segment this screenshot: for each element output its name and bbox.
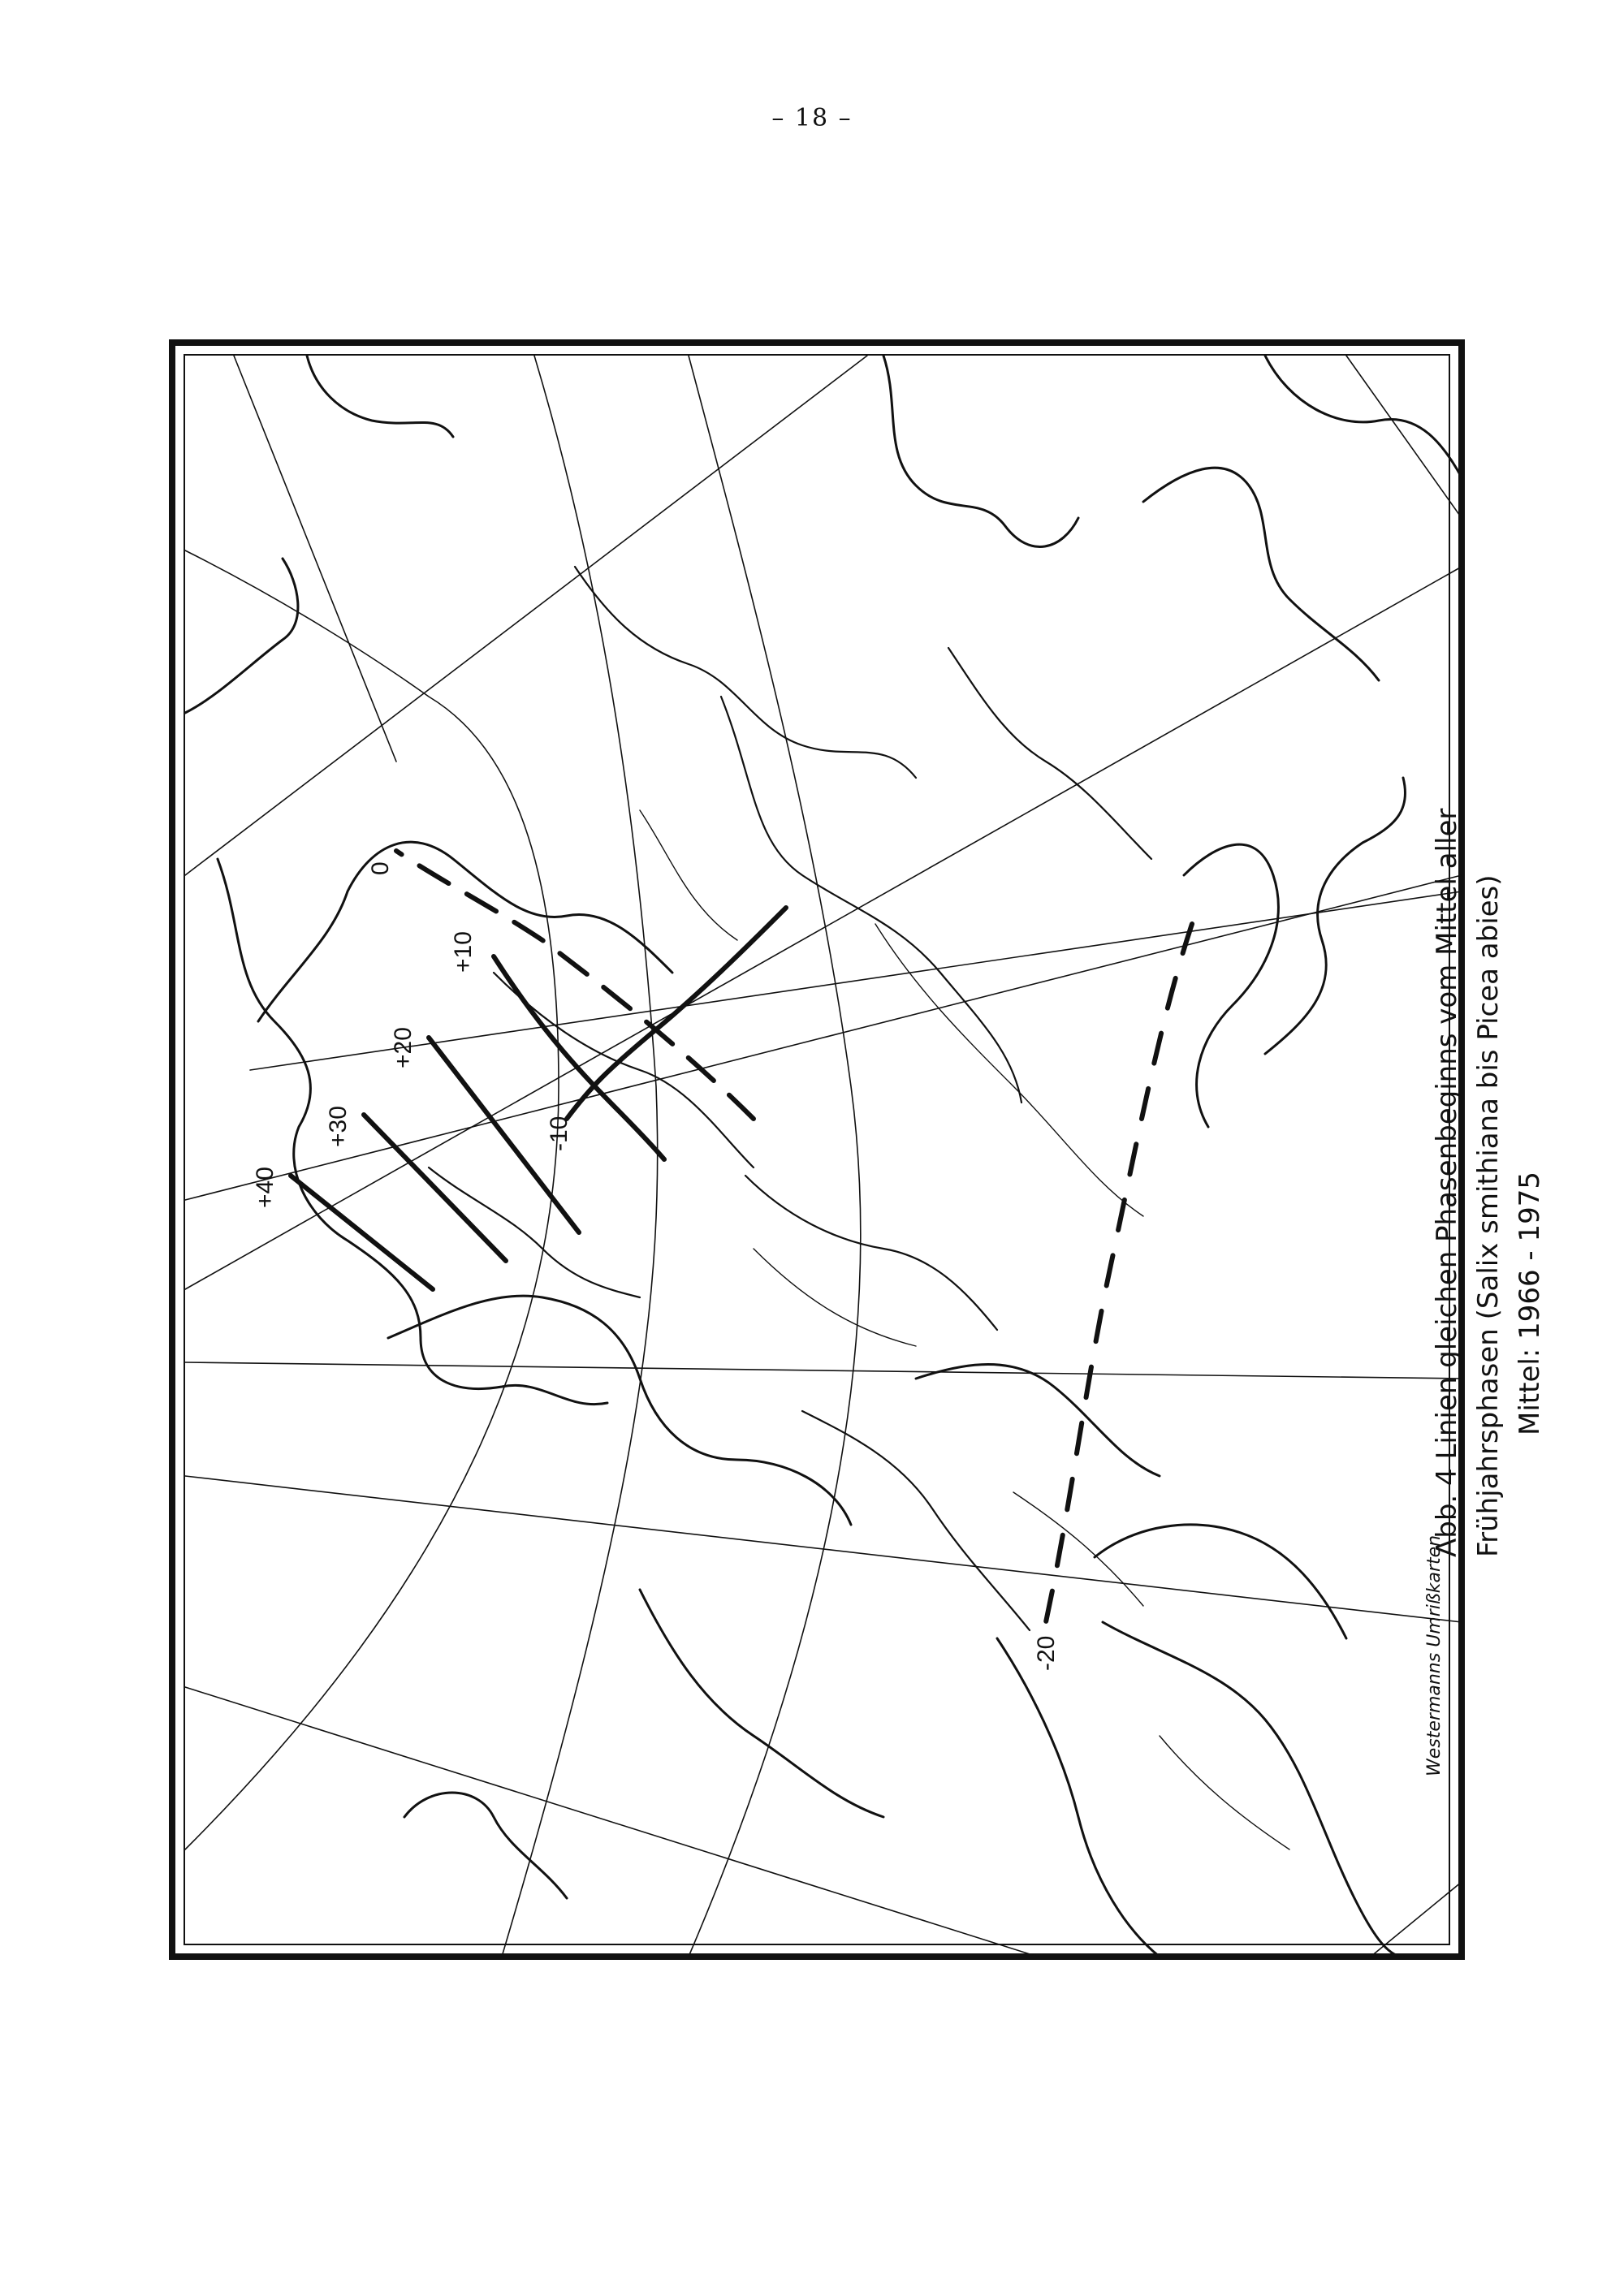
border-line [745,1176,997,1330]
parallel-line [689,356,861,1957]
meridian-line [185,875,1462,1200]
coastline [1184,844,1278,1127]
isoline-label-plus-10: +10 [450,931,477,973]
coastline [916,1365,1160,1477]
caption [1431,809,1546,1557]
coastline [1095,1525,1346,1638]
meridian-line [185,567,1462,1289]
isoline-label-zero: 0 [367,861,394,875]
border-line [429,1167,640,1297]
isoline-label-plus-40: +40 [252,1167,279,1208]
isoline-label-minus-20: -20 [1033,1635,1060,1671]
border-line [575,567,916,778]
river-line [640,810,737,940]
isoline-labels [252,861,1060,1671]
coastline [404,1793,567,1898]
isoline-plus-10 [494,956,664,1159]
river-line [875,924,1143,1216]
meridian-line [185,1362,1462,1379]
meridian-line [1346,356,1462,518]
caption-line-2: Frühjahrsphasen (Salix smithiana bis Picea abies) [1472,874,1505,1557]
isoline-zero [396,851,754,1119]
coastline [1103,1622,1403,1957]
graticule [185,356,1462,1957]
coastline [997,1635,1160,1957]
isoline-plus-40 [291,1176,433,1289]
caption-line-3: Mittel: 1966 - 1975 [1514,1171,1546,1435]
parallel-line [185,550,559,1849]
meridian-line [185,356,867,875]
meridian-line [185,1687,1038,1957]
coastline [883,356,1078,546]
river-line [754,1249,916,1346]
coastline [388,1296,851,1525]
isolines [291,851,1192,1622]
border-line [948,648,1151,859]
coastline [307,356,453,437]
isoline-minus-10 [567,908,786,1119]
parallel-line [502,356,658,1957]
border-line [721,697,1021,1103]
page-number: – 18 – [771,104,853,132]
isoline-label-plus-20: +20 [390,1027,417,1068]
isoline-minus-20 [1046,924,1192,1622]
isoline-label-minus-10: -10 [546,1116,572,1151]
caption-line-1: Abb. 4 Linien gleichen Phasenbeginns vom Mittel aller [1431,808,1463,1557]
coastline [1265,778,1406,1054]
rivers [640,810,1289,1849]
coastline [1265,356,1462,477]
coastline [185,559,298,713]
meridian-line [185,1476,1462,1622]
river-line [1160,1736,1289,1849]
coastline [640,1590,883,1817]
map-frame [169,339,1546,1960]
border-line [802,1411,1030,1630]
borders [429,567,1151,1630]
publisher-credit: Westermanns Umrißkarten [1424,1534,1445,1776]
coastline [1143,468,1379,680]
meridian-line [234,356,396,762]
river-line [1013,1492,1143,1606]
coastlines [185,356,1462,1957]
isoline-label-plus-30: +30 [325,1106,352,1147]
europe-map [185,356,1546,1957]
map-inner-border [184,354,1546,1945]
